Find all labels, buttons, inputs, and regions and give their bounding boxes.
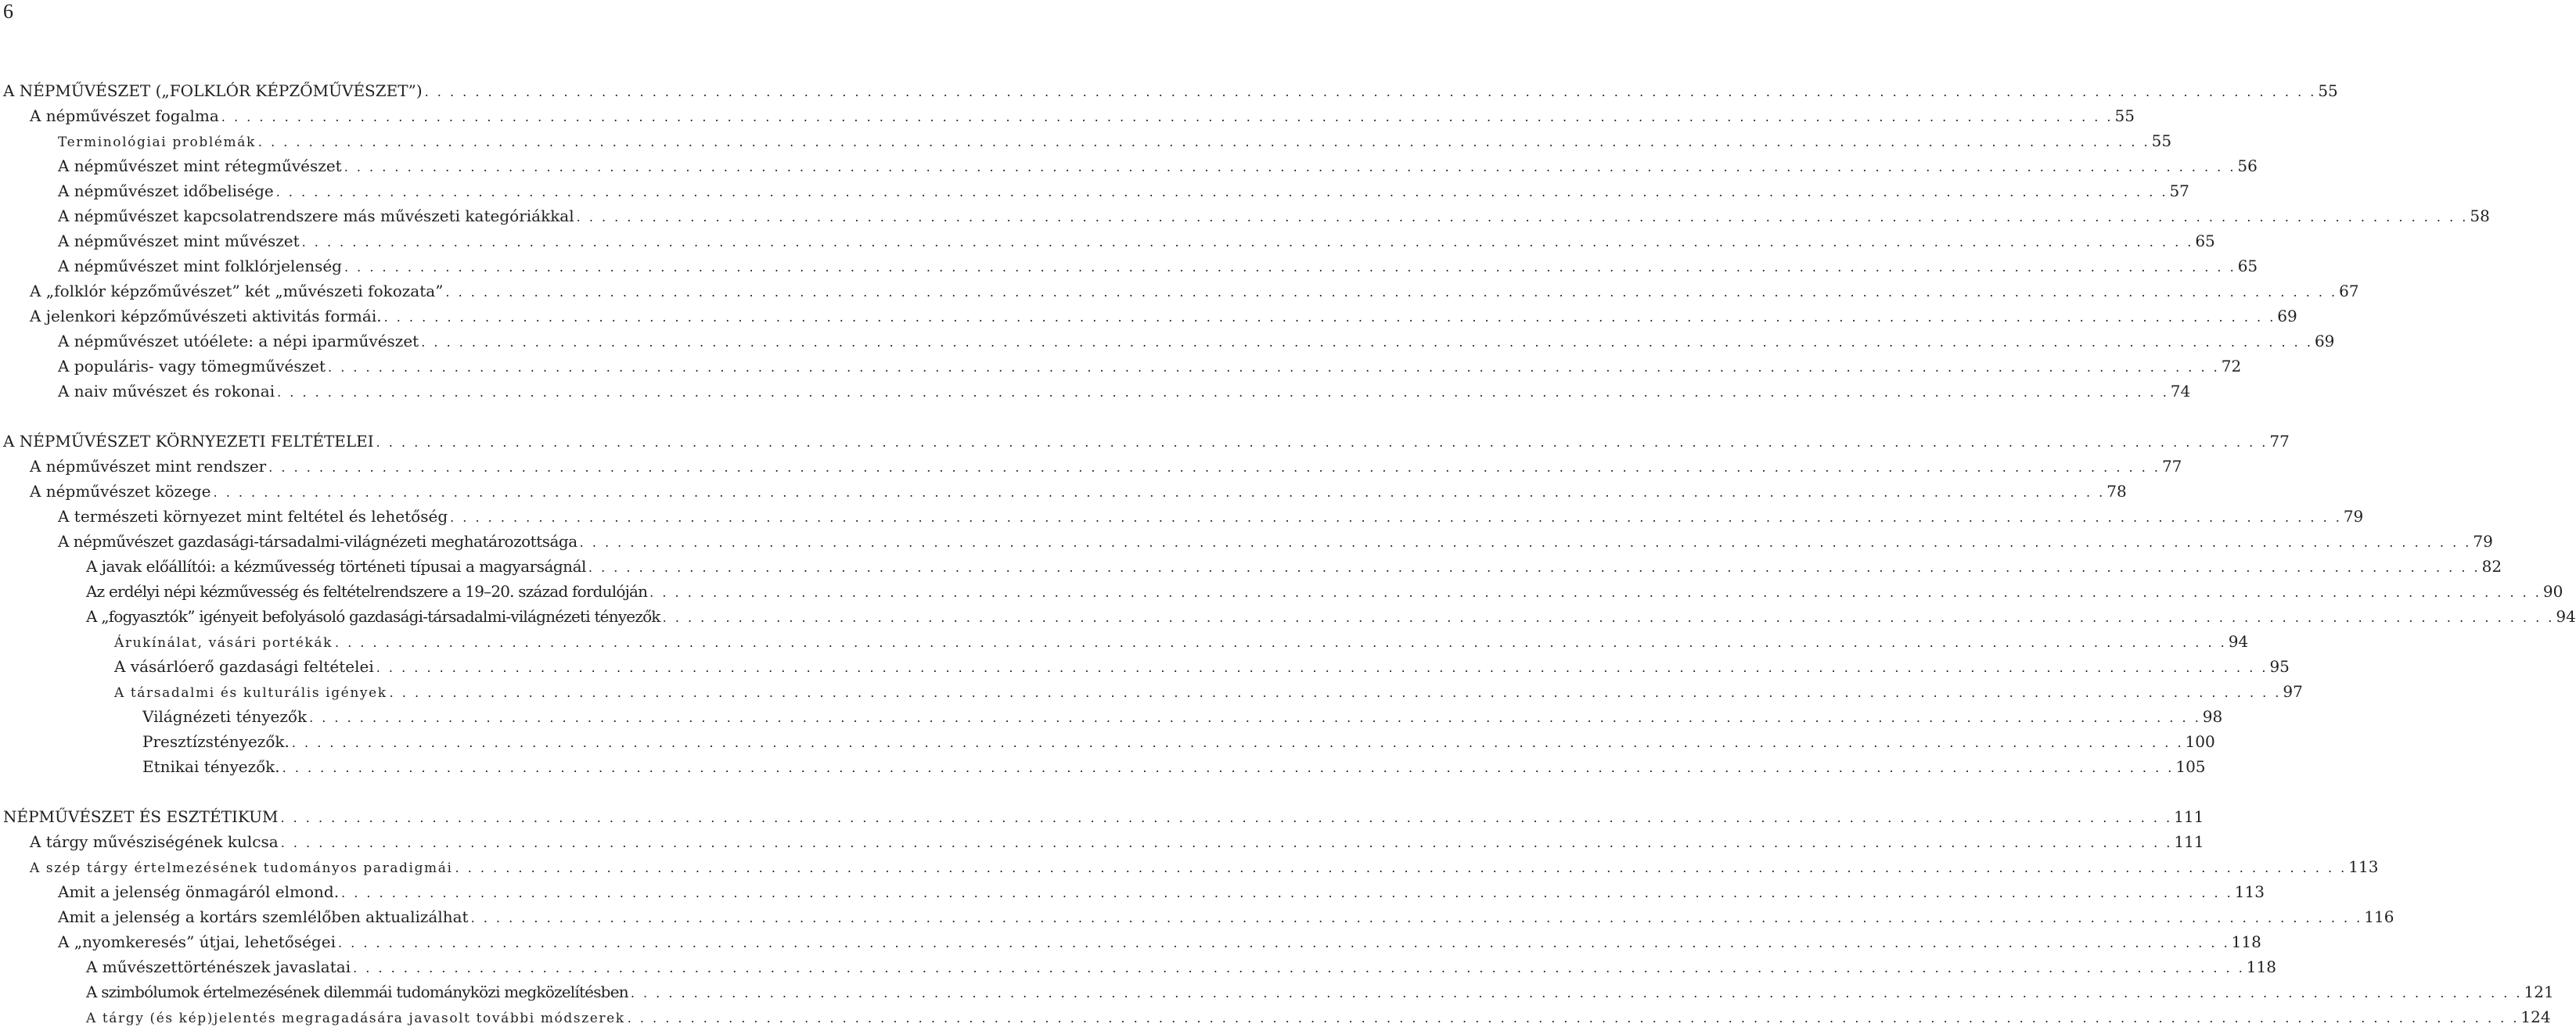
toc-entry[interactable]: [0, 78, 2338, 103]
toc-entry[interactable]: [0, 629, 2249, 654]
dot-leader: [577, 205, 2469, 230]
toc-entry-title: A népművészet kapcsolatrendszere más művészeti kategóriákkal: [58, 207, 574, 225]
toc-entry[interactable]: [0, 804, 2204, 829]
toc-entry-page: 58: [2470, 207, 2490, 225]
toc-entry-title: Etnikai tényezők.: [142, 757, 280, 776]
toc-entry-title: A NÉPMŰVÉSZET („FOLKLÓR KÉPZŐMŰVÉSZET”): [3, 81, 423, 100]
toc-entry-page: 98: [2202, 707, 2223, 726]
toc-entry-title: Az erdélyi népi kézművesség és feltételrendszere a 19–20. század fordulóján: [86, 582, 648, 601]
toc-entry-title: A szép tárgy értelmezésének tudományos paradigmái: [30, 860, 453, 876]
dot-leader: [455, 856, 2348, 881]
dot-leader: [214, 480, 2106, 505]
dot-leader: [628, 1006, 2520, 1031]
toc-entry[interactable]: [0, 854, 2379, 879]
toc-entry-title: A tárgy (és kép)jelentés megragadására javasolt további módszerek: [86, 1011, 625, 1026]
toc-entry[interactable]: [0, 329, 2335, 354]
toc-entry[interactable]: [0, 904, 2394, 929]
toc-entry-title: Árukínálat, vásári portékák: [114, 635, 333, 651]
toc-entry-title: A „folklór képzőművészet” két „művészeti fokozata”: [30, 282, 444, 300]
toc-entry[interactable]: [0, 529, 2493, 554]
toc-entry[interactable]: [0, 379, 2191, 404]
toc-entry[interactable]: [0, 604, 2576, 629]
toc-entry-title: A „fogyasztók” igényeit befolyásoló gazdasági-társadalmi-világnézeti tényezők: [86, 607, 660, 626]
toc-entry[interactable]: [0, 554, 2502, 579]
toc-entry[interactable]: [0, 979, 2554, 1004]
dot-leader: [450, 505, 2342, 530]
toc-entry-title: Világnézeti tényezők: [142, 707, 308, 726]
toc-entry[interactable]: [0, 153, 2258, 178]
toc-entry-page: 82: [2481, 557, 2502, 576]
dot-leader: [376, 430, 2268, 455]
toc-entry[interactable]: [0, 128, 2172, 153]
toc-entry[interactable]: [0, 654, 2290, 679]
toc-entry-page: 69: [2277, 307, 2297, 325]
dot-leader: [588, 555, 2481, 580]
toc-entry-title: A népművészet fogalma: [30, 106, 219, 125]
toc-entry-title: A népművészet időbelisége: [58, 181, 274, 200]
toc-entry-title: A jelenkori képzőművészeti aktivitás formái.: [30, 307, 382, 325]
toc-entry-page: 111: [2174, 807, 2204, 826]
toc-entry[interactable]: [0, 954, 2276, 979]
dot-leader: [309, 706, 2201, 731]
toc-entry[interactable]: [0, 178, 2189, 203]
dot-leader: [376, 656, 2268, 681]
toc-entry-page: 116: [2364, 907, 2394, 926]
dot-leader: [421, 330, 2313, 355]
toc-entry[interactable]: [0, 729, 2215, 754]
dot-leader: [302, 230, 2194, 255]
toc-entry[interactable]: [0, 679, 2303, 704]
toc-entry-title: A népművészet mint rendszer: [30, 457, 267, 476]
dot-leader: [280, 806, 2172, 831]
toc-entry-page: 72: [2221, 357, 2242, 375]
toc-entry-page: 124: [2520, 1008, 2551, 1026]
toc-entry[interactable]: [0, 754, 2206, 779]
toc-entry-title: A NÉPMŰVÉSZET KÖRNYEZETI FELTÉTELEI: [3, 432, 374, 451]
toc-entry-title: A populáris- vagy tömegművészet: [58, 357, 326, 375]
toc-entry[interactable]: [0, 103, 2135, 128]
toc-entry-title: Amit a jelenség a kortárs szemlélőben aktualizálhat: [58, 907, 469, 926]
toc-entry-title: Terminológiai problémák: [58, 135, 256, 150]
toc-entry-page: 77: [2269, 432, 2290, 451]
toc-entry-page: 67: [2339, 282, 2359, 300]
toc-entry[interactable]: [0, 203, 2490, 228]
toc-entry-title: A népművészet gazdasági-társadalmi-világnézeti meghatározottsága: [58, 532, 577, 551]
toc-entry[interactable]: [0, 278, 2359, 304]
toc-entry[interactable]: [0, 228, 2215, 253]
toc-entry-page: 94: [2228, 632, 2249, 651]
dot-leader: [268, 455, 2160, 480]
toc-entry-page: 118: [2246, 957, 2276, 976]
toc-entry-page: 118: [2231, 932, 2261, 951]
toc-entry-page: 55: [2114, 106, 2135, 125]
dot-leader: [445, 280, 2337, 305]
toc-entry-page: 57: [2169, 181, 2189, 200]
toc-entry-title: A tárgy művésziségének kulcsa: [30, 832, 279, 851]
dot-leader: [631, 981, 2523, 1006]
toc-entry-page: 97: [2283, 682, 2303, 701]
toc-entry[interactable]: [0, 304, 2297, 329]
toc-entry-page: 95: [2269, 657, 2290, 676]
dot-leader: [344, 155, 2236, 180]
dot-leader: [335, 630, 2227, 656]
toc-entry-page: 55: [2151, 131, 2172, 150]
toc-entry-page: 94: [2556, 607, 2576, 626]
dot-leader: [471, 906, 2363, 931]
toc-entry-page: 55: [2318, 81, 2338, 100]
toc-entry-title: A népművészet utóélete: a népi iparművészet: [58, 332, 419, 350]
toc-entry[interactable]: [0, 454, 2182, 479]
toc-entry-title: A vásárlóerő gazdasági feltételei: [114, 657, 374, 676]
toc-entry-title: A népművészet közege: [30, 482, 211, 501]
dot-leader: [341, 881, 2233, 906]
dot-leader: [338, 931, 2230, 956]
toc-entry[interactable]: [0, 479, 2127, 504]
dot-leader: [353, 956, 2245, 981]
dot-leader: [580, 530, 2472, 555]
dot-leader: [390, 681, 2282, 706]
toc-entry-title: A természeti környezet mint feltétel és lehetőség: [58, 507, 448, 526]
toc-entry[interactable]: [0, 429, 2290, 454]
toc-entry-page: 90: [2542, 582, 2563, 601]
dot-leader: [384, 305, 2276, 330]
toc-entry-page: 105: [2175, 757, 2206, 776]
toc-entry[interactable]: [0, 1004, 2551, 1029]
toc-entry-page: 121: [2524, 983, 2554, 1001]
dot-leader: [258, 130, 2150, 155]
toc-entry-title: A szimbólumok értelmezésének dilemmái tudományközi megközelítésben: [86, 983, 628, 1001]
toc-entry-title: A népművészet mint folklórjelenség: [58, 257, 342, 275]
toc-entry[interactable]: [0, 879, 2265, 904]
toc-entry-page: 65: [2195, 232, 2215, 250]
toc-entry-title: A naiv művészet és rokonai: [58, 382, 275, 401]
dot-leader: [649, 580, 2542, 605]
toc-entry[interactable]: [0, 704, 2223, 729]
dot-leader: [221, 105, 2114, 130]
toc-entry[interactable]: [0, 829, 2204, 854]
page-number: 6: [3, 0, 13, 23]
toc-entry-page: 77: [2161, 457, 2182, 476]
toc-entry-title: A népművészet mint művészet: [58, 232, 300, 250]
toc-entry-page: 74: [2170, 382, 2191, 401]
toc-entry-page: 56: [2237, 156, 2258, 175]
dot-leader: [277, 380, 2169, 405]
dot-leader: [276, 180, 2168, 205]
toc-entry-page: 78: [2106, 482, 2127, 501]
toc-entry-title: Presztízstényezők.: [142, 732, 290, 751]
toc-entry-title: NÉPMŰVÉSZET ÉS ESZTÉTIKUM: [3, 807, 279, 826]
toc-entry-title: A művészettörténészek javaslatai: [86, 957, 351, 976]
toc-entry-title: Amit a jelenség önmagáról elmond.: [58, 882, 340, 901]
toc-entry[interactable]: [0, 354, 2242, 379]
toc-entry[interactable]: [0, 929, 2261, 954]
toc-entry-page: 69: [2314, 332, 2335, 350]
dot-leader: [282, 756, 2175, 781]
dot-leader: [425, 80, 2317, 105]
dot-leader: [281, 831, 2173, 856]
toc-entry-page: 79: [2343, 507, 2364, 526]
dot-leader: [292, 731, 2184, 756]
toc-entry-title: A javak előállítói: a kézművesség történeti típusai a magyarságnál: [86, 557, 586, 576]
toc-entry-title: A népművészet mint rétegművészet: [58, 156, 342, 175]
toc-entry[interactable]: [0, 579, 2563, 604]
toc-entry-page: 111: [2174, 832, 2204, 851]
toc-entry[interactable]: [0, 253, 2258, 278]
toc-entry-title: A „nyomkeresés” útjai, lehetőségei: [58, 932, 336, 951]
toc-entry-page: 113: [2348, 857, 2379, 876]
toc-entry-page: 113: [2234, 882, 2265, 901]
toc-entry[interactable]: [0, 504, 2364, 529]
toc-entry-title: A társadalmi és kulturális igények: [114, 685, 387, 701]
dot-leader: [663, 605, 2555, 630]
dot-leader: [344, 255, 2236, 280]
toc-entry-page: 100: [2185, 732, 2215, 751]
toc-entry-page: 79: [2473, 532, 2493, 551]
dot-leader: [328, 355, 2220, 380]
toc-entry-page: 65: [2237, 257, 2258, 275]
